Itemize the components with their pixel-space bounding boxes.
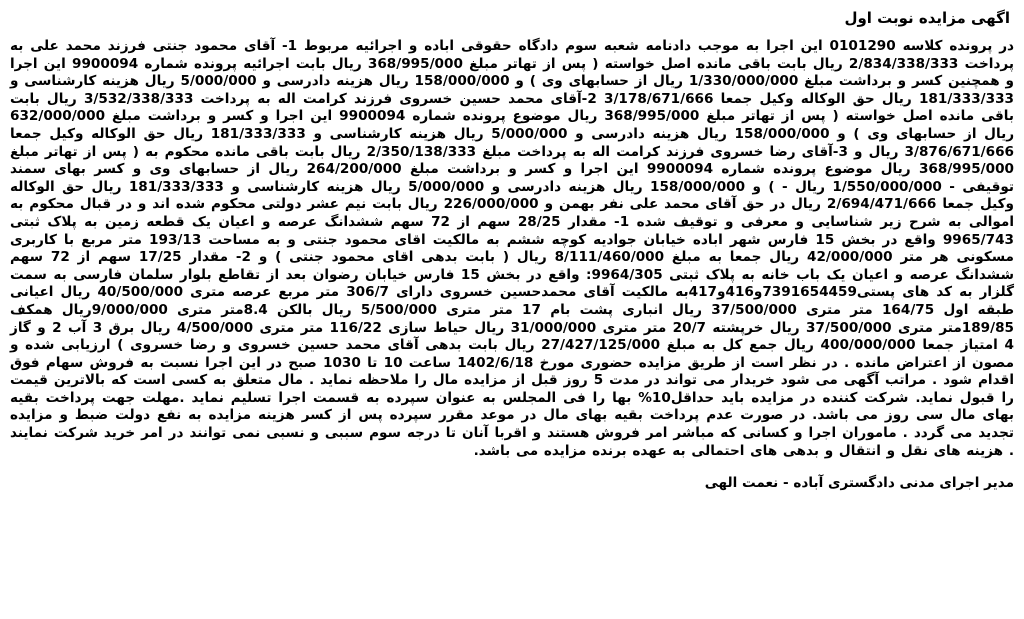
notice-title: اگهی مزایده نوبت اول [844,9,1010,27]
notice-signature: مدیر اجرای مدنی دادگستری آباده - نعمت الهی [704,475,1014,492]
notice-body: در پرونده کلاسه 0101290 این اجرا به موجب دادنامه شعبه سوم دادگاه حقوقی اباده و اجرائیه مربوط 1- آقای محمود جنتی فرزند محمد علی به پرداخت 2/834/338/333 ریال بابت باقی مانده اصل خواسته ( پس از تهاتر مبلغ 368/995/000 ریال بابت اجرائیه پرونده شماره 9900094 این اجرا و همچنین کسر و برداشت مبلغ 1/330/000/000 ریال از حسابهای وی ) و 158/000/000 ریال هزینه دادرسی و 5/000/000 ریال هزینه کارشناسی و 181/333/333 ریال حق الوکاله وکیل جمعا 3/178/671/666 2-آقای محمد حسین خسروی فرزند کرامت اله به پرداخت 3/532/338/333 ریال بابت باقی مانده اصل خواسته ( پس از تهاتر مبلغ 368/995/000 ریال موضوع پرونده شماره 9900094 این اجرا و کسر و برداشت مبلغ 632/000/000 ریال از حسابهای وی ) و 158/000/000 ریال هزینه دادرسی و 5/000/000 ریال هزینه کارشناسی و 181/333/333 ریال حق الوکاله وکیل جمعا 3/876/671/666 ریال و 3-آقای رضا خسروی فرزند کرامت اله به پرداخت مبلغ 2/350/138/333 ریال بابت باقی مانده محکوم به ( پس از تهاتر مبلغ 368/995/000 ریال موضوع پرونده شماره 9900094 این اجرا و کسر و برداشت مبلغ 264/200/000 ریال از حسابهای وی و کسر بهای سمند توقیفی - 1/550/000/000 ریال - ) و 158/000/000 ریال هزینه دادرسی و 5/000/000 ریال هزینه کارشناسی و 181/333/333 ریال حق الوکاله وکیل جمعا 2/694/471/666 ریال در حق آقای محمد علی نفر بهمن و 226/000/000 ریال بابت نیم عشر دولتی محکوم شده اند و در قبال محکوم به اموالی به شرح زیر شناسایی و معرفی و توقیف شده 1- مقدار 28/25 سهم از 72 سهم ششدانگ عرصه و اعیان یک قطعه زمین به پلاک ثبتی 9965/743 واقع در بخش 15 فارس شهر اباده خیابان جوادیه کوچه ششم به مالکیت اقای محمود جنتی و به مساحت 193/13 متر مربع با کاربری مسکونی هر متر 42/000/000 ریال جمعا به مبلغ 8/111/460/000 ریال ( بابت بدهی اقای محمود جنتی ) و 2- مقدار 17/25 سهم از 72 سهم ششدانگ عرصه و اعیان یک باب خانه به پلاک ثبتی 9964/305: واقع در بخش 15 فارس خیابان رضوان بعد از تقاطع بلوار سلمان فارسی به سمت گلزار به کد های پستی7391654459و416و417به مالکیت آقای محمدحسین خسروی دارای 306/7 متر مربع عرصه متری 40/500/000 ریال اعیانی طبقه اول 164/75 متر متری 37/500/000 ریال انباری پشت بام 17 متر متری 5/500/000 ریال بالکن 8.4متر متری 9/000/000ریال همکف 189/85متر متری 37/500/000 ریال خرپشته 20/7 متر متری 31/000/000 ریال حیاط سازی 116/22 متر متری 4/500/000 ریال برق 3 آب 2 و گاز 4 امتیاز جمعا 400/000/000 ریال جمع کل به مبلغ 27/427/125/000 ریال بابت بدهی آقای محمد حسین خسروی و رضا خسروی ) ارزیابی شده و مصون از اعتراض مانده . در نظر است از طریق مزایده حضوری مورخ 1402/6/18 ساعت 10 تا 1030 صبح در این اجرا نسبت به فروش سهام فوق اقدام شود . مراتب آگهی می شود خریدار می تواند در مدت 5 روز قبل از مزایده مال را ملاحظه نماید . مال متعلق به کسی است که بالاترین قیمت را قبول نماید. شرکت کننده در مزایده باید حداقل10% بها را فی المجلس به عنوان سپرده به قسمت اجرا تسلیم نماید .مهلت جهت پرداخت بقیه بهای مال سی روز می باشد. در صورت عدم پرداخت بقیه بهای مال در موعد مقرر سپرده پس از کسر هزینه مزایده به نفع دولت ضبط و مزایده تجدید می گردد . ماموران اجرا و کسانی که مباشر امر فروش هستند و اقربا آنان تا درجه سوم سببی و نسبی نمی توانند در امر خرید شرکت نمایند . هزینه های نقل و انتقال و بدهی های احتمالی به عهده برنده مزایده می باشد. [10,38,1015,459]
